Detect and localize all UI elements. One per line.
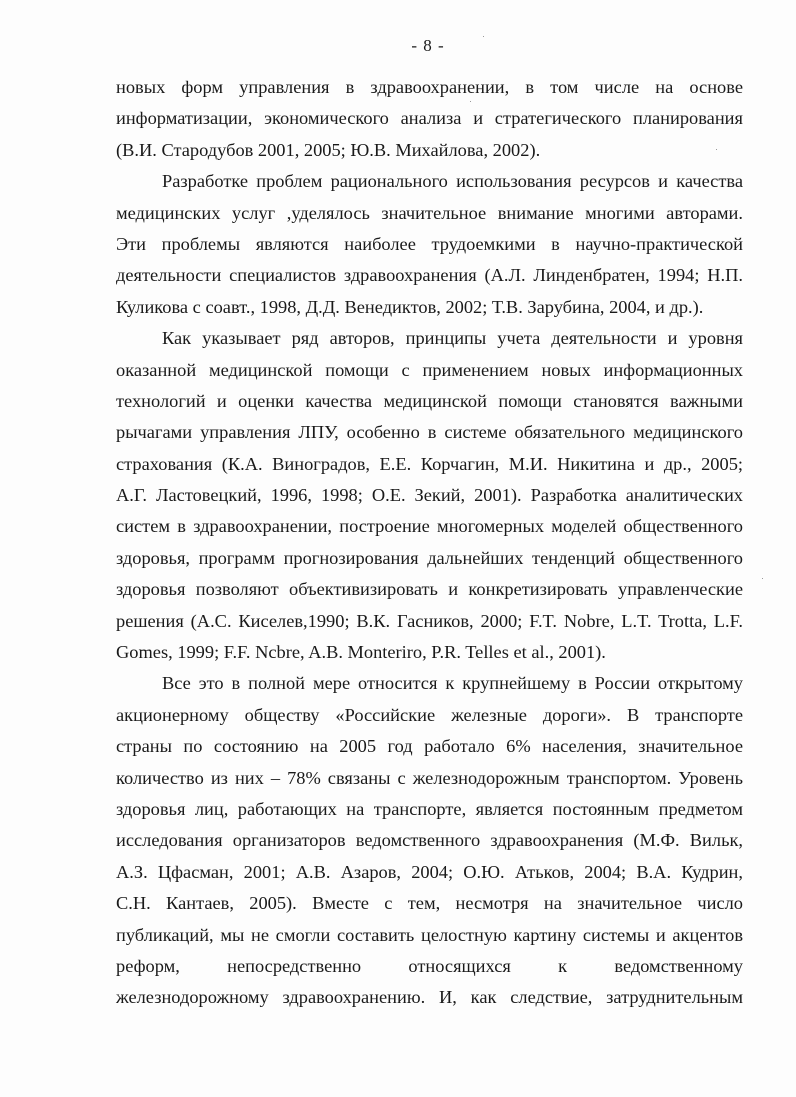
text-line: деятельности специалистов здравоохранения (А.Л. Линденбратен, 1994; Н.П. [116,265,743,286]
text-line: А.Г. Ластовецкий, 1996, 1998; О.Е. Зекий, 2001). Разработка аналитических [116,485,743,506]
text-line: исследования организаторов ведомственного здравоохранения (М.Ф. Вильк, [116,830,743,851]
page-number: - 8 - [411,36,445,55]
text-line: информатизации, экономического анализа и стратегического планирования [116,108,743,129]
text-line: Разработке проблем рационального использования ресурсов и качества [162,171,743,192]
text-line: реформ, непосредственно относящихся к ведомственному [116,955,743,976]
text-line: здоровья лиц, работающих на транспорте, является постоянным предметом [116,798,743,819]
text-line: страхования (К.А. Виноградов, Е.Е. Корчагин, М.И. Никитина и др., 2005; [116,453,743,474]
text-line: технологий и оценки качества медицинской помощи становятся важными [116,390,743,411]
paragraph-3 [116,323,743,668]
text-line: железнодорожному здравоохранению. И, как следствие, затруднительным [116,987,743,1008]
text-line: Эти проблемы являются наиболее трудоемкими в научно-практической [116,233,743,254]
paragraph-4 [116,668,743,1013]
text-line: публикаций, мы не смогли составить целостную картину системы и акцентов [116,924,743,945]
text-line: Все это в полной мере относится к крупнейшему в России открытому [162,673,743,694]
text-line: (В.И. Стародубов 2001, 2005; Ю.В. Михайлова, 2002). [116,139,541,160]
scan-speck [483,36,484,37]
text-line: А.З. Цфасман, 2001; А.В. Азаров, 2004; О.Ю. Атьков, 2004; В.А. Кудрин, [116,861,743,882]
text-line: рычагами управления ЛПУ, особенно в системе обязательного медицинского [116,422,743,443]
text-line: оказанной медицинской помощи с применением новых информационных [116,359,743,380]
text-line: акционерному обществу «Российские железные дороги». В транспорте [116,704,743,725]
paragraph-2 [116,166,743,323]
text-line: здоровья, программ прогнозирования дальнейших тенденций общественного [116,547,743,568]
scan-speck [716,149,717,150]
text-line: решения (А.С. Киселев,1990; В.К. Гасников, 2000; F.T. Nobre, L.T. Trotta, L.F. [116,610,743,631]
text-line: количество из них – 78% связаны с железнодорожным транспортом. Уровень [116,767,743,788]
text-line: систем в здравоохранении, построение многомерных моделей общественного [116,516,743,537]
text-line: С.Н. Кантаев, 2005). Вместе с тем, несмотря на значительное число [116,893,743,914]
text-line: страны по состоянию на 2005 год работало 6% населения, значительное [116,736,743,757]
text-line: Куликова с соавт., 1998, Д.Д. Венедиктов, 2002; Т.В. Зарубина, 2004, и др.). [116,296,704,317]
body-text [116,72,743,1014]
text-line: Gomes, 1999; F.F. Ncbre, A.B. Monteriro, P.R. Telles et al., 2001). [116,642,606,663]
scan-speck [762,578,763,579]
scan-speck [470,101,471,102]
text-line: здоровья позволяют объективизировать и конкретизировать управленческие [116,579,743,600]
text-line: новых форм управления в здравоохранении, в том числе на основе [116,77,743,97]
text-line: медицинских услуг ,уделялось значительное внимание многими авторами. [116,202,743,223]
paragraph-1 [116,72,743,166]
text-line: Как указывает ряд авторов, принципы учета деятельности и уровня [162,328,743,349]
